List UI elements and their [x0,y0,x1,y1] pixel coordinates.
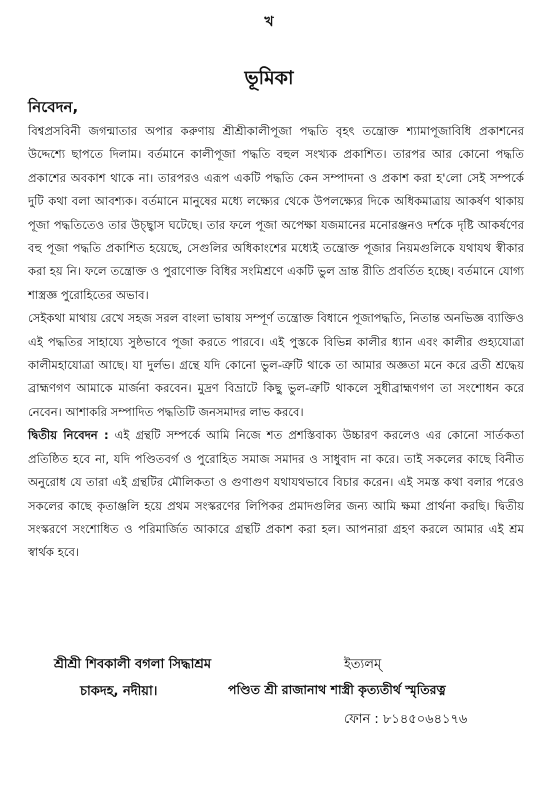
salutation: নিবেদন, [28,98,79,116]
author-name: পণ্ডিত শ্রী রাজানাথ শাস্ত্রী কৃত্যতীর্থ স্মৃতিরত্ন [228,682,446,697]
paragraph-first-preface: বিশ্বপ্রসবিনী জগন্মাতার অপার করুণায় শ্রীশ্রীকালীপূজা পদ্ধতি বৃহৎ তন্ত্রোক্ত শ্যামাপূজাবিধি প্রকাশনের উদ্দেশ্যে ছাপতে দিলাম। বর্তমানে কালীপূজা পদ্ধতি বহুল সংখ্যক প্রকাশিত। তারপর আর কোনো পদ্ধতি প্রকাশের অবকাশ থাকে না। তারপরও এরূপ একটি পদ্ধতি কেন সম্পাদনা ও প্রকাশ করা হ'লো সেই সম্পর্কে দুটি কথা বলা আবশ্যক। বর্তমানে মানুষের মধ্যে লক্ষ্যের থেকে উপলক্ষ্যের দিকে অধিকমাত্রায় আকর্ষণ থাকায় পূজা পদ্ধতিতেও তার উচ্ছ্বাস ঘটেছে। তার ফলে পূজা অপেক্ষা যজমানের মনোরঞ্জনও দর্শকে দৃষ্টি আকর্ষণের বহু পূজা পদ্ধতি প্রকাশিত হয়েছে, সেগুলির অধিকাংশের মধ্যেই তন্ত্রোক্ত পূজার নিয়মগুলিকে যথাযথ স্বীকার করা হয় নি। ফলে তন্ত্রোক্ত ও পুরাণোক্ত বিধির সংমিশ্রণে একটি ভুল ভ্রান্ত রীতি প্রবর্তিত হচ্ছে। বর্তমানে যোগ্য শাস্ত্রজ্ঞ পুরোহিতের অভাব। [28,124,524,302]
paragraph-second-note [28,424,524,564]
preface-body [28,120,524,565]
page-number-mark: খ [264,14,274,30]
second-note-text: এই গ্রন্থটি সম্পর্কে আমি নিজে শত প্রশস্তিবাক্য উচ্চারণ করলেও এর কোনো সার্তকতা প্রতিষ্ঠিত হবে না, যদি পণ্ডিতবর্গ ও পুরোহিত সমাজ সমাদর ও সাধুবাদ না করে। তাই সকলের কাছে বিনীত অনুরোধ যে তারা এই গ্রন্থটির মৌলিকতা ও গুণাগুণ যথাযথভাবে বিচার করেন। এই সমস্ত কথা বলার পরেও সকলের কাছে কৃতাঞ্জলি হয়ে প্রথম সংস্করণের লিপিকর প্রমাদগুলির জন্য আমি ক্ষমা প্রার্থনা করছি। দ্বিতীয় সংস্করণে সংশোধিত ও পরিমার্জিত আকারে গ্রন্থটি প্রকাশ করা হল। আপনারা গ্রহণ করলে আমার এই শ্রম স্বার্থক হবে। [28,428,524,560]
phone-number: ফোন : ৮১৪৫০৬৪১৭৬ [344,712,468,727]
paragraph-second-preface: সেইকথা মাথায় রেখে সহজ সরল বাংলা ভাষায় সম্পূর্ণ তন্ত্রোক্ত বিধানে পূজাপদ্ধতি, নিতান্ত অনভিজ্ঞ ব্যাক্তিও এই পদ্ধতির সাহায্যে সুষ্ঠভাবে পূজা করতে পারবে। এই পুস্তকে বিভিন্ন কালীর ধ্যান এবং কালীর গুহ্যযোত্রা কালীমহাযোত্রা আছে। যা দুর্লভ। গ্রন্থে যদি কোনো ভুল-ত্রুটি থাকে তা আমার অজ্ঞতা মনে করে ব্রতী শ্রদ্ধেয় ব্রাহ্মণগণ আমাকে মার্জনা করবেন। মুদ্রণ বিভ্রাটে কিছু ভুল-ত্রুটি থাকলে সুধীব্রাহ্মণগণ তা সংশোধন করে নেবেন। আশাকরি সম্পাদিত পদ্ধতিটি জনসমাদর লাভ করবে। [28,311,524,419]
page-title: ভূমিকা [244,67,294,89]
closing-word: ইত্যলম্ [344,657,382,672]
ashram-place: চাকদহ, নদীয়া। [80,684,158,699]
second-note-lead: দ্বিতীয় নিবেদন : [28,428,109,443]
ashram-name: শ্রীশ্রী শিবকালী বগলা সিদ্ধাশ্রম [54,657,212,672]
